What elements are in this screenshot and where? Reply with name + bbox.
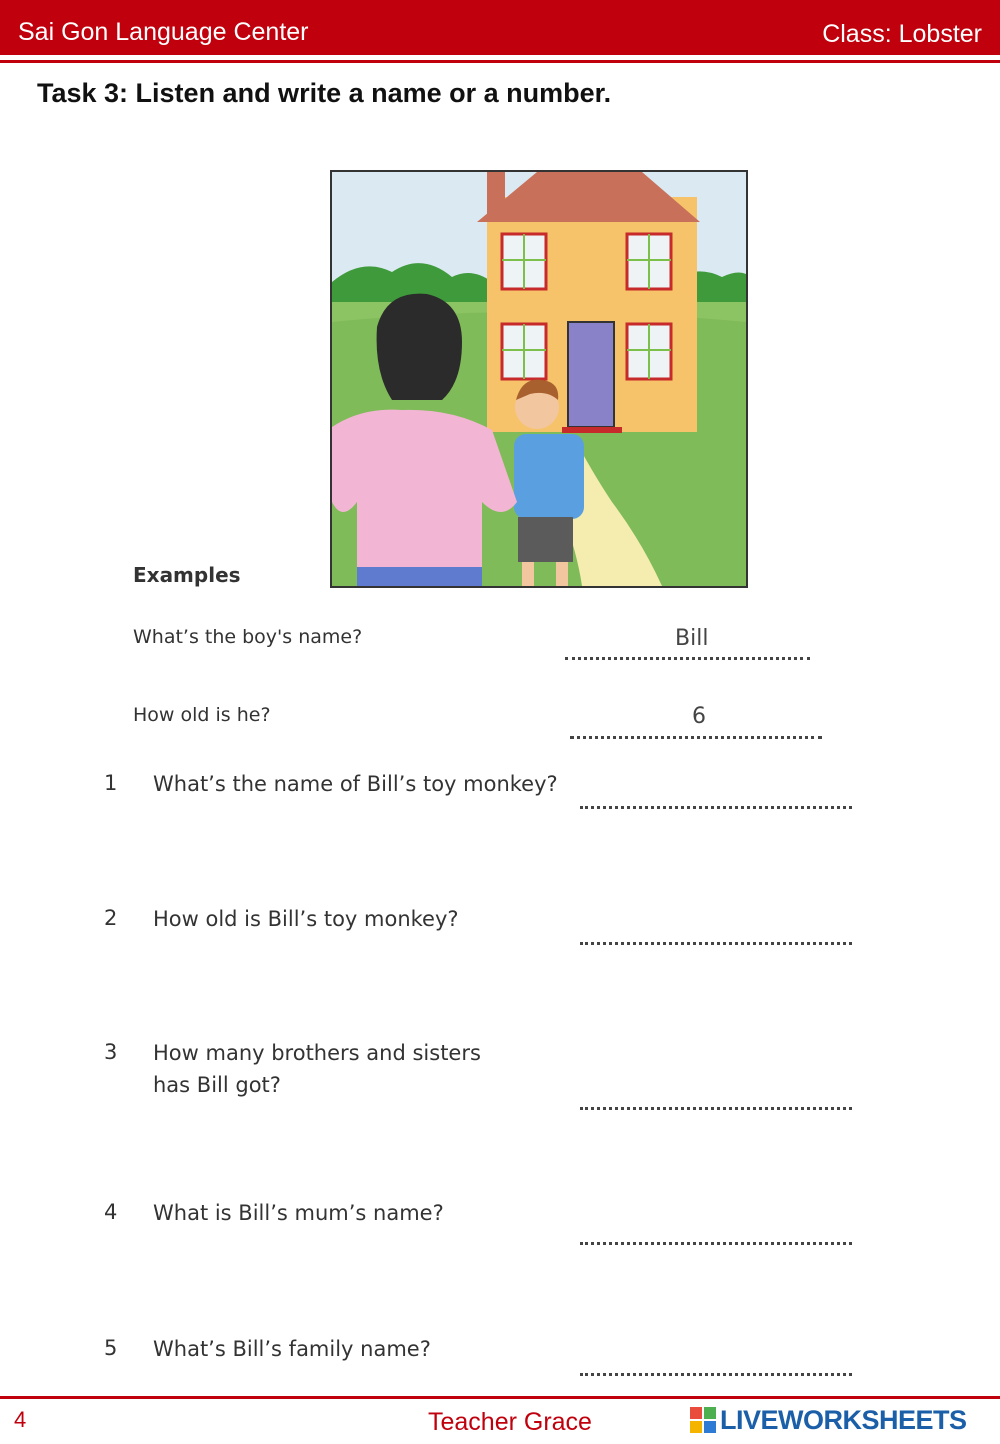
answer-field-1[interactable] — [580, 806, 852, 809]
page-number: 4 — [14, 1407, 27, 1432]
question-number-4: 4 — [104, 1200, 118, 1224]
answer-field-2[interactable] — [580, 942, 852, 945]
liveworksheets-logo — [690, 1405, 990, 1437]
question-number-1: 1 — [104, 771, 118, 795]
example-question-2: How old is he? — [133, 704, 271, 726]
liveworksheets-grid-icon — [690, 1407, 716, 1433]
question-2: How old is Bill’s toy monkey? — [153, 907, 459, 931]
question-number-3: 3 — [104, 1040, 118, 1064]
header-divider — [0, 60, 1000, 63]
liveworksheets-text: LIVEWORKSHEETS — [720, 1405, 967, 1435]
example-answer-line-1 — [565, 657, 810, 660]
class-name: Class: Lobster — [822, 20, 982, 48]
school-name: Sai Gon Language Center — [18, 18, 309, 46]
task-title: Task 3: Listen and write a name or a number. — [37, 78, 612, 108]
answer-field-3[interactable] — [580, 1107, 852, 1110]
question-3-line-1: How many brothers and sisters — [153, 1041, 481, 1065]
example-answer-1: Bill — [675, 626, 709, 651]
answer-field-5[interactable] — [580, 1373, 852, 1376]
question-4: What is Bill’s mum’s name? — [153, 1201, 444, 1225]
question-1: What’s the name of Bill’s toy monkey? — [153, 772, 558, 796]
question-5: What’s Bill’s family name? — [153, 1337, 431, 1361]
example-question-1: What’s the boy's name? — [133, 626, 363, 648]
question-3-line-2: has Bill got? — [153, 1073, 281, 1097]
teacher-name: Teacher Grace — [428, 1408, 592, 1436]
answer-field-4[interactable] — [580, 1242, 852, 1245]
example-answer-2: 6 — [692, 704, 706, 729]
house-illustration — [330, 170, 748, 588]
footer-divider — [0, 1396, 1000, 1399]
example-answer-line-2 — [570, 736, 822, 739]
house-scene-image — [332, 172, 746, 586]
question-number-5: 5 — [104, 1336, 118, 1360]
question-number-2: 2 — [104, 906, 118, 930]
examples-heading: Examples — [133, 563, 241, 587]
header-bar — [0, 0, 1000, 55]
